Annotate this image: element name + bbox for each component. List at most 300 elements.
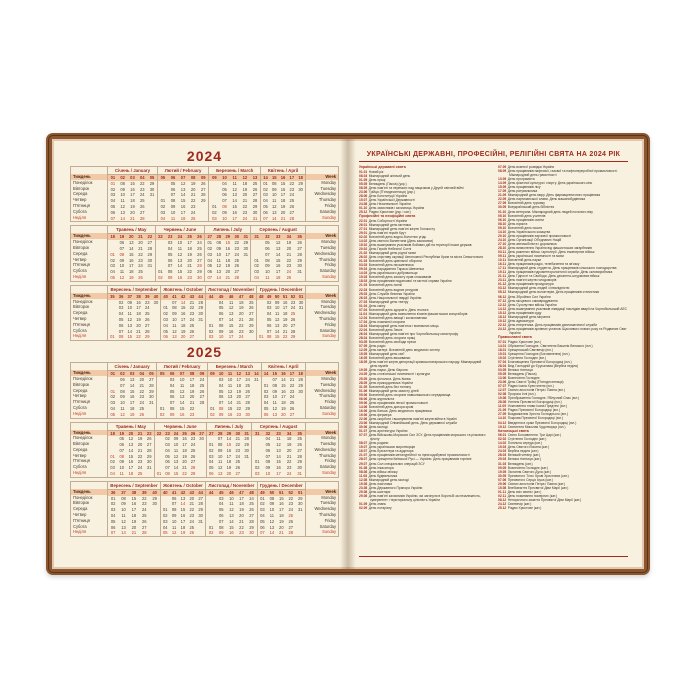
holiday-text: День працівників архівних установ. Щасливого нового року та Різдвяних Свят України	[507, 326, 627, 335]
day-cell: 10	[217, 453, 223, 459]
day-row	[157, 412, 207, 418]
holiday-date: 08.03	[359, 173, 368, 178]
day-cell: 18	[130, 198, 135, 204]
day-cell: 02	[210, 411, 215, 417]
day-cell: 02	[208, 328, 214, 334]
day-cell: 30	[248, 328, 254, 334]
day-cell: 02	[208, 530, 214, 536]
day-cell: 11	[121, 513, 126, 519]
week-number: 21	[137, 430, 143, 436]
day-cell: 11	[120, 405, 125, 411]
day-cell: 21	[189, 400, 195, 406]
day-cell: 02	[209, 447, 214, 453]
day-cell: 21	[280, 215, 286, 221]
day-cell	[147, 216, 157, 222]
day-cell: 13	[217, 471, 223, 477]
day-cell: 09	[218, 411, 224, 417]
day-cell: 06	[119, 442, 125, 448]
holiday-text: День захисників і захисниць України	[368, 206, 425, 211]
day-cell: 16	[129, 394, 135, 400]
week-number: 02	[120, 371, 125, 377]
month-header: Вересень / September	[108, 286, 160, 294]
weekday-label: Субота	[73, 464, 87, 470]
day-cell: 07	[165, 465, 170, 471]
day-cell: 18	[129, 405, 135, 411]
day-cell: 18	[239, 501, 244, 507]
day-cell: 27	[288, 524, 294, 530]
day-cell: 13	[274, 322, 280, 328]
day-cell: 24	[190, 442, 196, 448]
holiday-date: 21.03	[359, 283, 368, 288]
day-cell	[242, 471, 251, 477]
day-cell: 04	[222, 180, 227, 186]
day-cell: 29	[290, 334, 296, 340]
day-cell: 21	[131, 530, 137, 536]
day-cell: 25	[286, 274, 292, 280]
week-number: 50	[274, 293, 280, 299]
day-cell: 06	[266, 322, 272, 328]
day-cell: 22	[289, 382, 295, 388]
holiday-date: 23.08	[359, 485, 368, 490]
day-cell: 25	[297, 436, 302, 442]
day-cell: 27	[197, 257, 202, 263]
holiday-date: 29.07	[359, 461, 368, 466]
day-cell: 29	[197, 269, 202, 275]
day-cell: 28	[144, 328, 150, 334]
day-cell: 07	[110, 215, 116, 221]
day-row	[108, 275, 155, 281]
day-cell: 19	[182, 453, 187, 459]
holiday-date: 19.08	[498, 396, 507, 401]
holiday-date: 16.05	[359, 356, 368, 361]
weekday-label: Thursday	[318, 452, 336, 458]
day-cell: 17	[136, 305, 141, 311]
holiday-date: 02.02	[359, 234, 368, 239]
day-cell: 03	[218, 495, 224, 501]
holiday-date: 08.12	[498, 497, 507, 502]
day-cell: 31	[297, 507, 303, 513]
day-cell: 22	[189, 405, 195, 411]
day-cell: 15	[279, 495, 284, 501]
weekday-label: Sunday	[322, 470, 336, 476]
holiday-date: 09.06	[359, 400, 368, 405]
day-cell: 28	[252, 198, 258, 204]
month-header: Березень / March	[208, 363, 261, 371]
day-cell: 15	[131, 495, 137, 501]
holiday-text: Пресвятого Тіла і Крові Христових (кат.)	[507, 473, 569, 478]
day-cell: 15	[227, 405, 233, 411]
day-cell: 02	[254, 263, 259, 269]
holiday-text: Преображення Господнє. Яблучний Спас (юл.)	[507, 396, 580, 401]
day-cell: 17	[180, 209, 186, 215]
day-cell: 27	[235, 471, 241, 477]
label-header-blank	[306, 363, 338, 370]
holiday-text: Великдень (Пасха) (укр.)	[368, 181, 407, 186]
day-cell: 02	[260, 501, 265, 507]
day-cell: 28	[200, 192, 206, 198]
weekday-label: Thursday	[318, 197, 336, 203]
holiday-date: 08.07	[359, 441, 368, 446]
weekday-label: Середа	[73, 250, 88, 256]
day-cell: 30	[197, 274, 202, 280]
holiday-date: 25.05	[359, 376, 368, 381]
holiday-text: Різдво Христове (кат.)	[507, 506, 542, 511]
day-cell: 08	[165, 471, 170, 477]
calendar-band	[70, 166, 339, 222]
day-cell: 26	[297, 240, 302, 246]
day-cell: 22	[242, 203, 248, 209]
day-cell: 17	[275, 269, 281, 275]
holiday-date: 23.11	[498, 278, 507, 283]
label-header-blank	[71, 286, 107, 293]
day-cell: 19	[286, 240, 292, 246]
holiday-date: 16.11	[498, 262, 507, 267]
day-cell: 25	[288, 513, 294, 519]
holiday-date: 07.04	[498, 359, 507, 364]
day-cell: 24	[245, 376, 250, 382]
label-header-blank	[71, 482, 107, 489]
day-cell: 27	[198, 495, 203, 501]
day-cell: 10	[227, 376, 233, 382]
holiday-date: 14.02	[498, 441, 507, 446]
month-july	[204, 226, 250, 280]
holiday-date: 30.09	[498, 205, 507, 210]
holiday-date: 01.11	[498, 489, 507, 494]
day-cell: 20	[136, 322, 141, 328]
holiday-text: День філолога. День Києва	[368, 376, 411, 381]
calendar-band	[70, 225, 339, 281]
day-cell: 24	[289, 394, 295, 400]
holiday-text: Святителя Миколая Чудотворця (юл.)	[507, 424, 566, 429]
day-cell: 30	[149, 394, 154, 400]
day-cell: 05	[218, 507, 224, 513]
day-cell: 13	[269, 524, 275, 530]
day-cell: 25	[245, 382, 250, 388]
day-row	[205, 275, 250, 281]
day-cell: 18	[180, 215, 186, 221]
day-cell: 22	[138, 251, 143, 257]
week-number: 42	[180, 293, 186, 299]
weekday-label: Неділя	[73, 470, 87, 476]
day-cell: 13	[180, 186, 186, 192]
day-cell: 08	[265, 459, 271, 465]
holiday-item	[498, 506, 628, 510]
day-cell: 22	[139, 180, 145, 186]
holiday-text: Святвечір (кат.)	[507, 501, 532, 506]
week-number: 35	[297, 430, 302, 436]
day-cell: 14	[274, 328, 280, 334]
week-number: 49	[266, 293, 272, 299]
week-number: 30	[235, 430, 241, 436]
day-cell: 20	[226, 471, 232, 477]
day-cell: 29	[152, 495, 157, 501]
day-cell: 01	[260, 495, 265, 501]
holiday-date: 24.03	[498, 449, 507, 454]
day-cell: 16	[179, 411, 185, 417]
day-cell: 18	[281, 400, 286, 406]
holiday-text: День бухгалтера та аудитора	[368, 449, 414, 454]
holiday-text: Хрещенський Святвечір (юл.)	[507, 347, 553, 352]
weekday-label: П'ятниця	[73, 517, 90, 523]
holiday-item	[359, 360, 489, 368]
day-cell: 04	[110, 198, 116, 204]
holiday-date: 15.02	[359, 242, 368, 247]
day-cell: 15	[180, 305, 186, 311]
holiday-date: 31.03	[498, 461, 507, 466]
day-cell: 10	[120, 192, 125, 198]
weekday-label: Вівторок	[73, 441, 90, 447]
weekday-label: П'ятниця	[73, 202, 90, 208]
day-cell: 12	[227, 388, 233, 394]
holiday-item	[498, 169, 628, 177]
day-cell: 02	[207, 245, 213, 251]
day-cell: 28	[297, 453, 302, 459]
day-cell: 07	[172, 299, 177, 305]
day-cell: 25	[248, 299, 254, 305]
week-number: 06	[169, 371, 175, 377]
day-cell: 22	[189, 305, 195, 311]
day-cell: 29	[297, 495, 303, 501]
day-cell: 09	[171, 513, 177, 519]
holiday-text: День працівників податкової та митної справи України	[368, 279, 452, 284]
day-cell: 27	[190, 459, 196, 465]
weekday-label: Thursday	[318, 512, 336, 518]
month-october	[160, 286, 205, 340]
day-cell: 29	[245, 405, 250, 411]
holiday-date: 15.09	[498, 185, 507, 190]
holiday-date: 07.07	[498, 384, 507, 389]
weekday-label: Friday	[324, 262, 336, 268]
month-header: Липень / July	[207, 423, 251, 431]
day-cell: 19	[280, 203, 286, 209]
day-cell: 13	[120, 209, 125, 215]
day-row	[209, 216, 260, 222]
week-number: 47	[239, 489, 244, 495]
holiday-date: 25.12	[359, 210, 368, 215]
holiday-date: 07.12	[498, 298, 507, 303]
day-cell: 04	[263, 400, 269, 406]
holiday-text: День воєнної розвідки України	[507, 165, 555, 169]
weekday-label: Monday	[321, 494, 336, 500]
week-number: 28	[216, 234, 222, 240]
weekday-label: Tuesday	[320, 381, 336, 387]
holiday-date: 08.09	[498, 169, 507, 174]
holiday-text: День радіо	[368, 344, 386, 349]
day-cell: 30	[249, 530, 254, 536]
day-cell: 17	[239, 495, 244, 501]
day-cell: 01	[110, 180, 116, 186]
day-cell: 18	[236, 382, 242, 388]
day-cell: 23	[189, 513, 195, 519]
holiday-date: 13.09	[498, 177, 507, 182]
week-number: 45	[218, 293, 224, 299]
calendar-band	[70, 422, 339, 478]
day-cell: 07	[170, 192, 176, 198]
day-cell: 19	[242, 186, 248, 192]
holiday-date: 01.06	[359, 388, 368, 393]
day-cell: 10	[121, 507, 126, 513]
day-row	[261, 216, 305, 222]
holiday-text: Всесвітній день охорони праці	[368, 336, 416, 341]
day-cell: 22	[189, 507, 195, 513]
day-cell: 25	[290, 311, 296, 317]
day-cell: 16	[226, 447, 232, 453]
day-cell: 08	[119, 251, 125, 257]
day-cell: 11	[173, 447, 179, 453]
day-cell: 14	[229, 518, 234, 524]
holiday-date: 19.01	[498, 351, 507, 356]
day-cell: 25	[197, 245, 202, 251]
day-cell: 15	[281, 382, 286, 388]
weekday-label: Thursday	[318, 393, 336, 399]
day-cell: 27	[234, 269, 240, 275]
holiday-date: 07.05	[359, 344, 368, 349]
weekday-label: Середа	[73, 310, 88, 316]
holiday-date: 15.08	[498, 485, 507, 490]
holiday-text: День Організації Об'єднаних Націй	[507, 237, 562, 242]
holidays-page-title: УКРАЇНСЬКІ ДЕРЖАВНІ, ПРОФЕСІЙНІ, РЕЛІГІЙНІ СВЯТА НА 2024 РІК	[366, 151, 621, 158]
day-cell: 05	[218, 388, 224, 394]
day-cell: 05	[169, 388, 175, 394]
day-cell: 03	[169, 376, 175, 382]
day-cell: 06	[119, 240, 125, 246]
day-cell: 16	[227, 411, 233, 417]
day-cell: 09	[169, 411, 175, 417]
day-cell	[296, 412, 305, 418]
day-cell: 13	[121, 524, 126, 530]
day-cell: 26	[288, 518, 294, 524]
calendar-band	[70, 481, 339, 537]
day-cell: 08	[169, 405, 175, 411]
month-header: Лютий / February	[158, 167, 208, 175]
day-cell: 16	[279, 501, 284, 507]
holiday-date: 01.03	[359, 259, 368, 264]
day-cell: 23	[139, 186, 145, 192]
day-cell: 11	[227, 382, 233, 388]
day-cell: 26	[249, 507, 254, 513]
holiday-text: Свято Богоявлення. Три Царі (кат.)	[507, 433, 562, 438]
day-cell: 16	[229, 530, 234, 536]
day-cell: 15	[129, 388, 135, 394]
holiday-text: День нотаріату	[368, 506, 392, 511]
day-cell: 25	[190, 447, 196, 453]
day-cell: 08	[119, 453, 125, 459]
holiday-text: День програміста	[507, 177, 535, 182]
holiday-date: 28.07	[359, 457, 368, 462]
week-number: 43	[189, 293, 195, 299]
day-cell: 05	[162, 530, 168, 536]
page-spread	[52, 139, 644, 569]
day-cell: 30	[152, 501, 157, 507]
day-cell: 12	[172, 328, 177, 334]
day-cell: 01	[160, 198, 166, 204]
month-september	[108, 482, 160, 536]
holiday-date: 28.08	[498, 400, 507, 405]
month-march	[207, 363, 261, 417]
holiday-text: Стрітення Господнє (кат.)	[507, 437, 547, 442]
week-label: Тиждень	[71, 293, 107, 299]
day-cell: 26	[290, 316, 296, 322]
holiday-date: 23.06	[359, 189, 368, 194]
day-cell: 23	[142, 501, 147, 507]
day-cell: 07	[265, 251, 270, 257]
day-cell: 10	[127, 305, 133, 311]
day-cell: 20	[190, 186, 196, 192]
holiday-date: 23.06	[359, 421, 368, 426]
day-cell: 20	[180, 334, 186, 340]
day-cell: 12	[217, 465, 223, 471]
day-cell: 29	[248, 322, 254, 328]
holiday-text: Обрізання Господнє. Святителя Василія Великого (юл.)	[507, 343, 593, 348]
day-cell: 28	[190, 465, 196, 471]
day-cell: 29	[198, 305, 203, 311]
holiday-text: Всесвітній день донора крові	[368, 404, 414, 409]
day-cell: 09	[269, 501, 275, 507]
holiday-date: 05.06	[359, 392, 368, 397]
day-cell: 23	[242, 209, 248, 215]
day-cell: 25	[190, 215, 196, 221]
holiday-text: День пам'яті та перемоги над нацизмом у Другій світовій війні	[368, 185, 464, 190]
day-cell: 05	[265, 442, 271, 448]
holiday-date: 15.05	[359, 352, 368, 357]
holiday-text: День Сил спеціальних операцій ЗСУ	[368, 461, 425, 466]
day-cell: 05	[209, 465, 214, 471]
holiday-text: День працівників харчової промисловості	[507, 233, 572, 238]
holiday-date: 14.10	[498, 416, 507, 421]
holiday-date: 30.05	[498, 473, 507, 478]
weekday-label: Wednesday	[314, 250, 336, 256]
holiday-item	[359, 494, 489, 502]
weekday-label: Saturday	[319, 464, 336, 470]
month-header: Січень / January	[108, 363, 156, 371]
weekday-label: Субота	[73, 268, 87, 274]
month-august	[251, 423, 305, 477]
month-header: Червень / June	[155, 423, 206, 431]
holiday-date: 18.04	[359, 323, 368, 328]
holiday-text: Міжнародний день захисту дітей	[368, 388, 419, 393]
week-number: 51	[279, 489, 284, 495]
holiday-date: 06.06	[359, 396, 368, 401]
holiday-text: Благовіщення Пресвятої Богородиці (юл.)	[507, 359, 572, 364]
day-cell: 09	[119, 459, 125, 465]
holiday-text: Міжнародний день волонтерів. День працівників статистики	[507, 290, 600, 295]
day-cell: 23	[235, 447, 241, 453]
day-cell: 28	[244, 436, 249, 442]
day-row	[208, 412, 261, 418]
day-row	[108, 216, 157, 222]
week-number: 50	[269, 489, 275, 495]
day-cell: 30	[297, 263, 302, 269]
weekday-label: Четвер	[73, 393, 87, 399]
holiday-date: 17.04	[359, 319, 368, 324]
day-cell: 09	[120, 186, 125, 192]
calendar-band	[70, 362, 339, 418]
day-cell: 20	[131, 524, 137, 530]
holiday-text: Міжнародний день молоді	[368, 477, 409, 482]
day-cell: 14	[269, 530, 275, 536]
holiday-text: Міжнародний день мігранта	[507, 314, 551, 319]
day-cell: 22	[288, 495, 294, 501]
day-cell: 21	[289, 376, 295, 382]
day-cell: 15	[280, 180, 286, 186]
week-number: 44	[198, 489, 203, 495]
day-cell: 17	[182, 442, 187, 448]
day-cell: 04	[110, 405, 116, 411]
holiday-date: 28.05	[359, 380, 368, 385]
holiday-date: 22.04	[359, 327, 368, 332]
day-cell: 24	[142, 507, 147, 513]
day-cell: 20	[187, 257, 192, 263]
